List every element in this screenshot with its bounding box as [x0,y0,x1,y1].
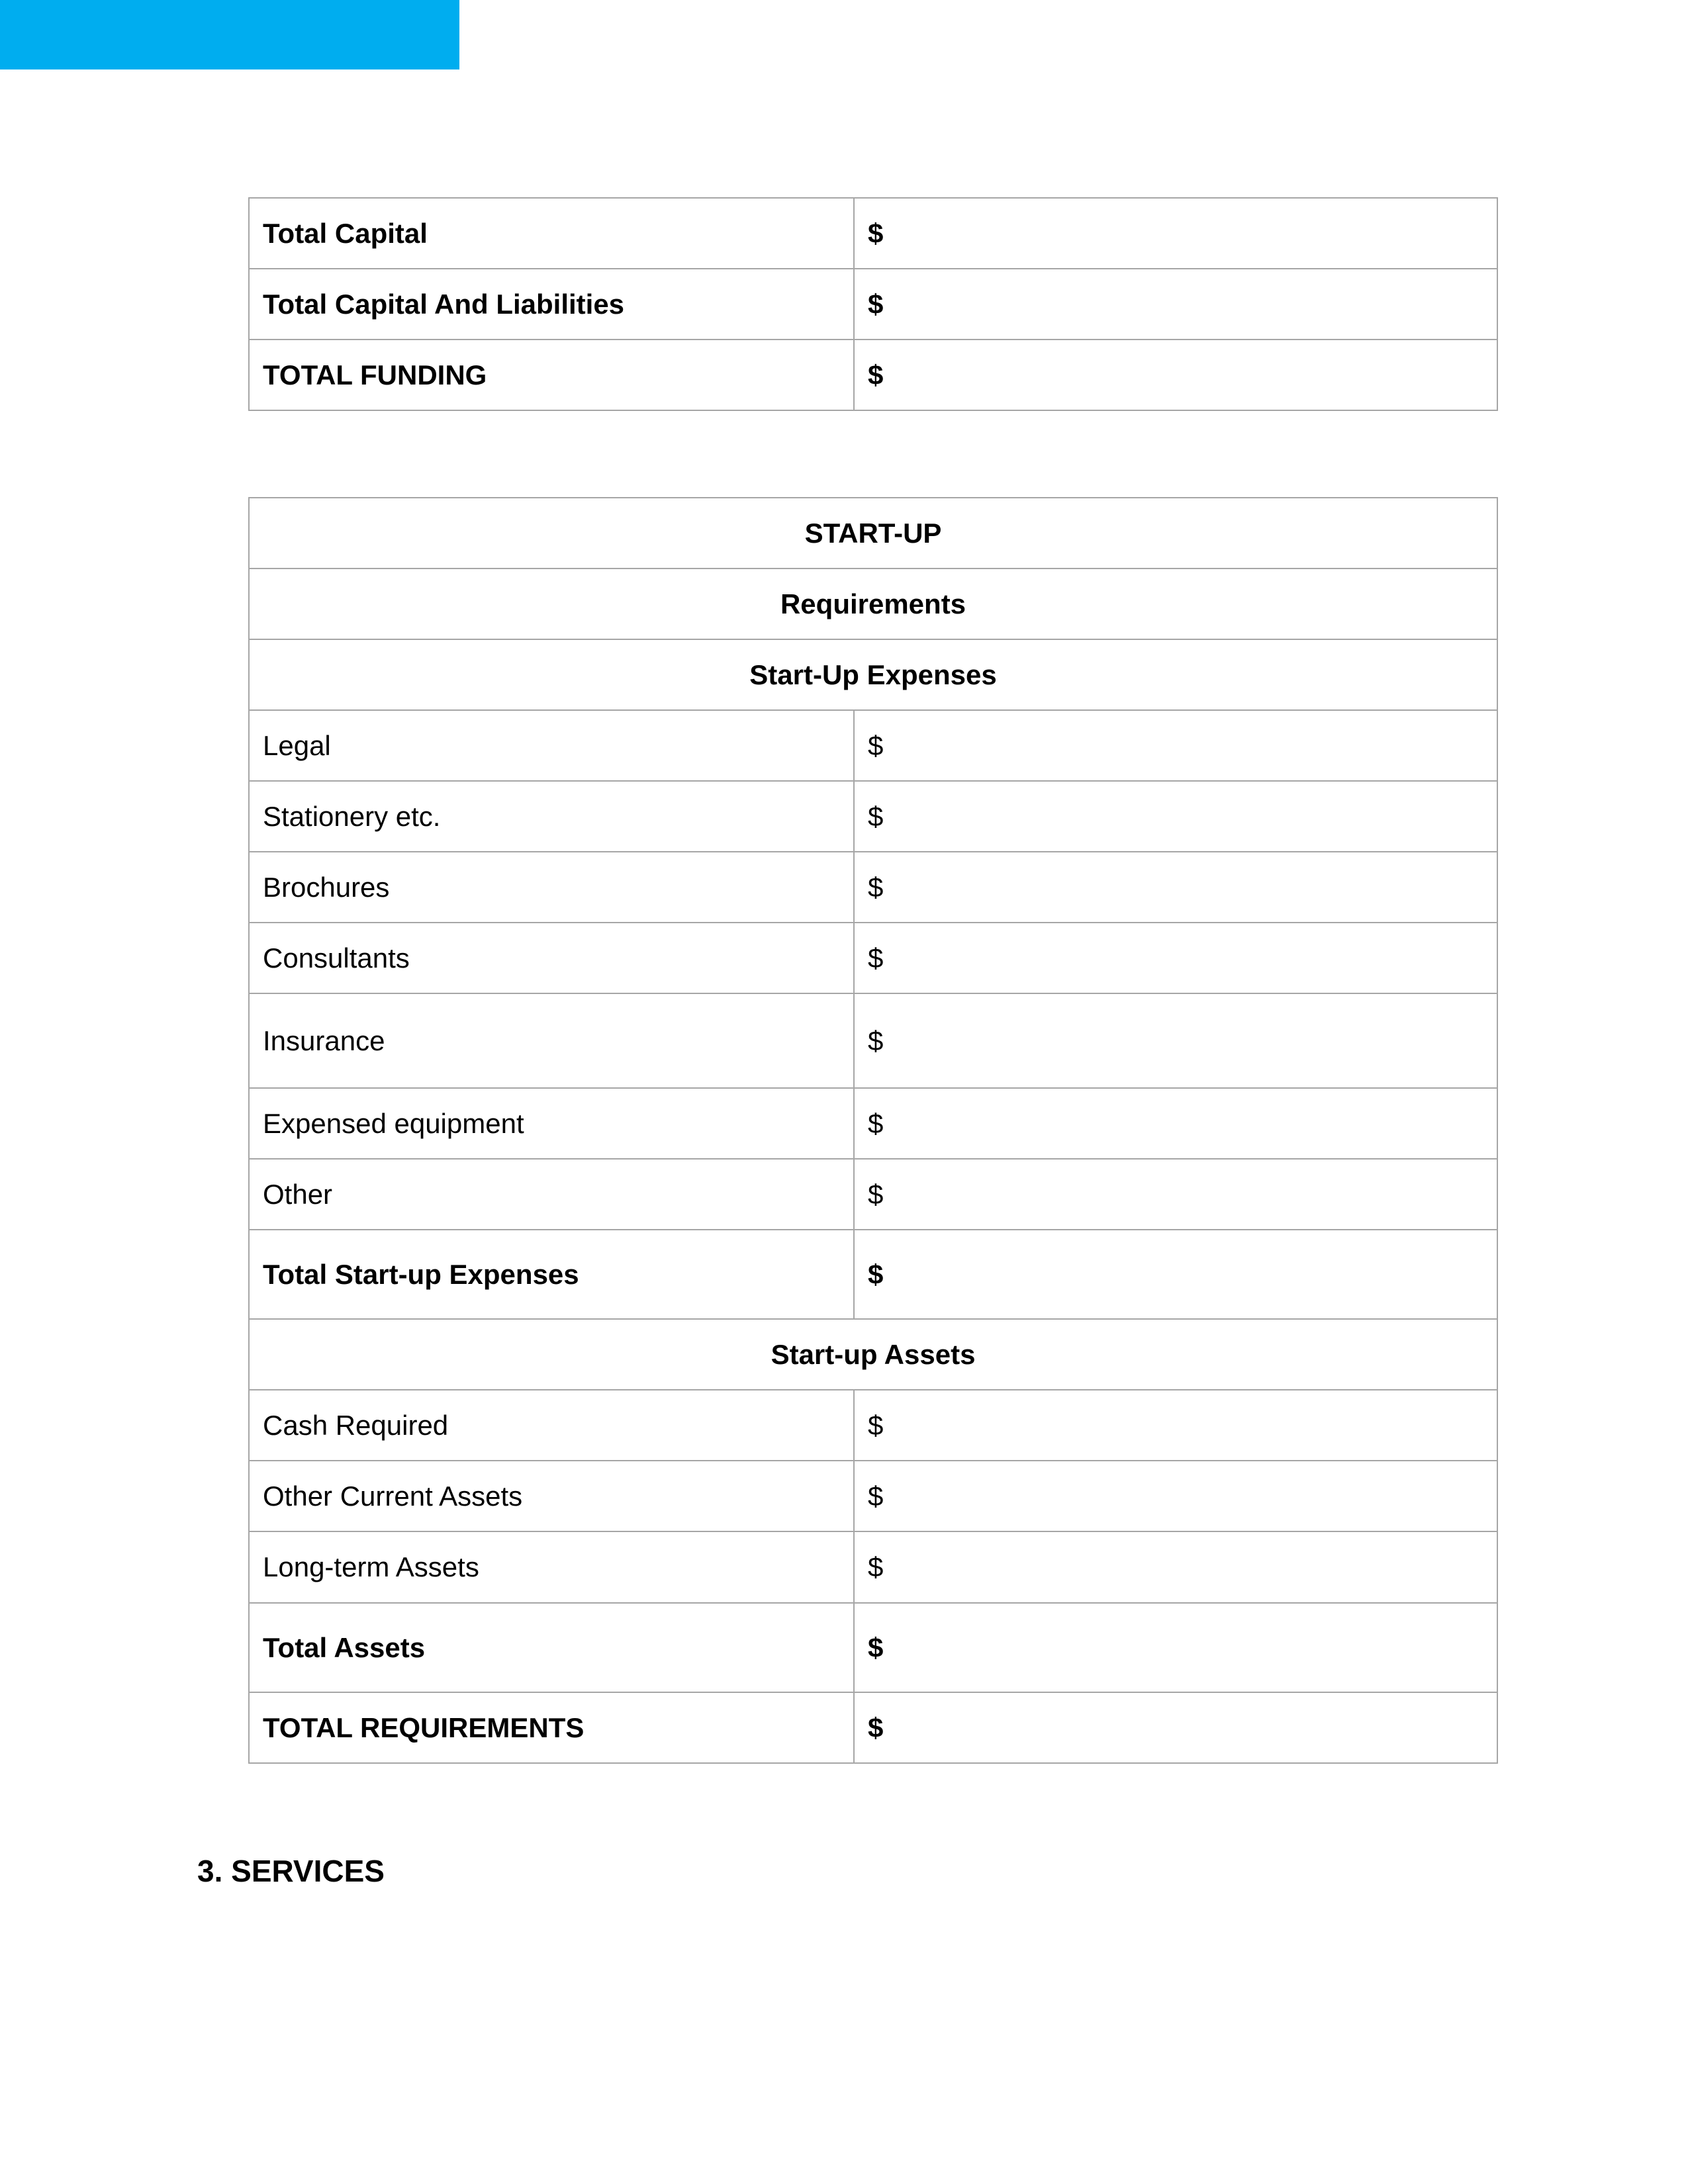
row-label: Brochures [249,852,854,923]
section-heading: 3. SERVICES [197,1854,385,1888]
table-row [249,993,1497,1088]
row-value: $ [854,269,1497,340]
row-value: $ [854,1603,1497,1692]
table-row [249,198,1497,269]
table-header-row [249,498,1497,569]
row-label: Total Capital And Liabilities [249,269,854,340]
table-header-row [249,639,1497,710]
row-label: Long-term Assets [249,1531,854,1603]
funding-table [248,197,1498,411]
row-label: Legal [249,710,854,781]
row-value: $ [854,1088,1497,1159]
table-header-row [249,569,1497,639]
row-value: $ [854,1461,1497,1531]
table-row [249,1531,1497,1603]
header-accent-bar [0,0,459,69]
table-row [249,1390,1497,1461]
total-row [249,1230,1497,1319]
row-label: TOTAL REQUIREMENTS [249,1692,854,1763]
row-label: Consultants [249,923,854,993]
table-row [249,1461,1497,1531]
row-label: Expensed equipment [249,1088,854,1159]
row-value: $ [854,993,1497,1088]
table-row [249,781,1497,852]
row-label: Insurance [249,993,854,1088]
table-row [249,923,1497,993]
row-label: Other [249,1159,854,1230]
row-value: $ [854,1531,1497,1603]
row-label: Total Assets [249,1603,854,1692]
table-header-row [249,1319,1497,1390]
row-value: $ [854,710,1497,781]
row-label: Stationery etc. [249,781,854,852]
row-value: $ [854,198,1497,269]
row-label: Cash Required [249,1390,854,1461]
row-label: TOTAL FUNDING [249,340,854,410]
row-value: $ [854,1159,1497,1230]
table-row [249,269,1497,340]
row-value: $ [854,923,1497,993]
startup-table [248,497,1498,1764]
row-value: $ [854,1230,1497,1319]
row-value: $ [854,340,1497,410]
table-row [249,852,1497,923]
row-value: $ [854,1390,1497,1461]
table-row [249,340,1497,410]
table-row [249,1159,1497,1230]
row-label: Total Start-up Expenses [249,1230,854,1319]
table-subtitle: Requirements [249,569,1497,639]
row-label: Total Capital [249,198,854,269]
row-label: Other Current Assets [249,1461,854,1531]
table-row [249,1088,1497,1159]
assets-section-header: Start-up Assets [249,1319,1497,1390]
total-row [249,1603,1497,1692]
table-row [249,710,1497,781]
row-value: $ [854,852,1497,923]
row-value: $ [854,1692,1497,1763]
table-title: START-UP [249,498,1497,569]
expenses-section-header: Start-Up Expenses [249,639,1497,710]
row-value: $ [854,781,1497,852]
total-row [249,1692,1497,1763]
